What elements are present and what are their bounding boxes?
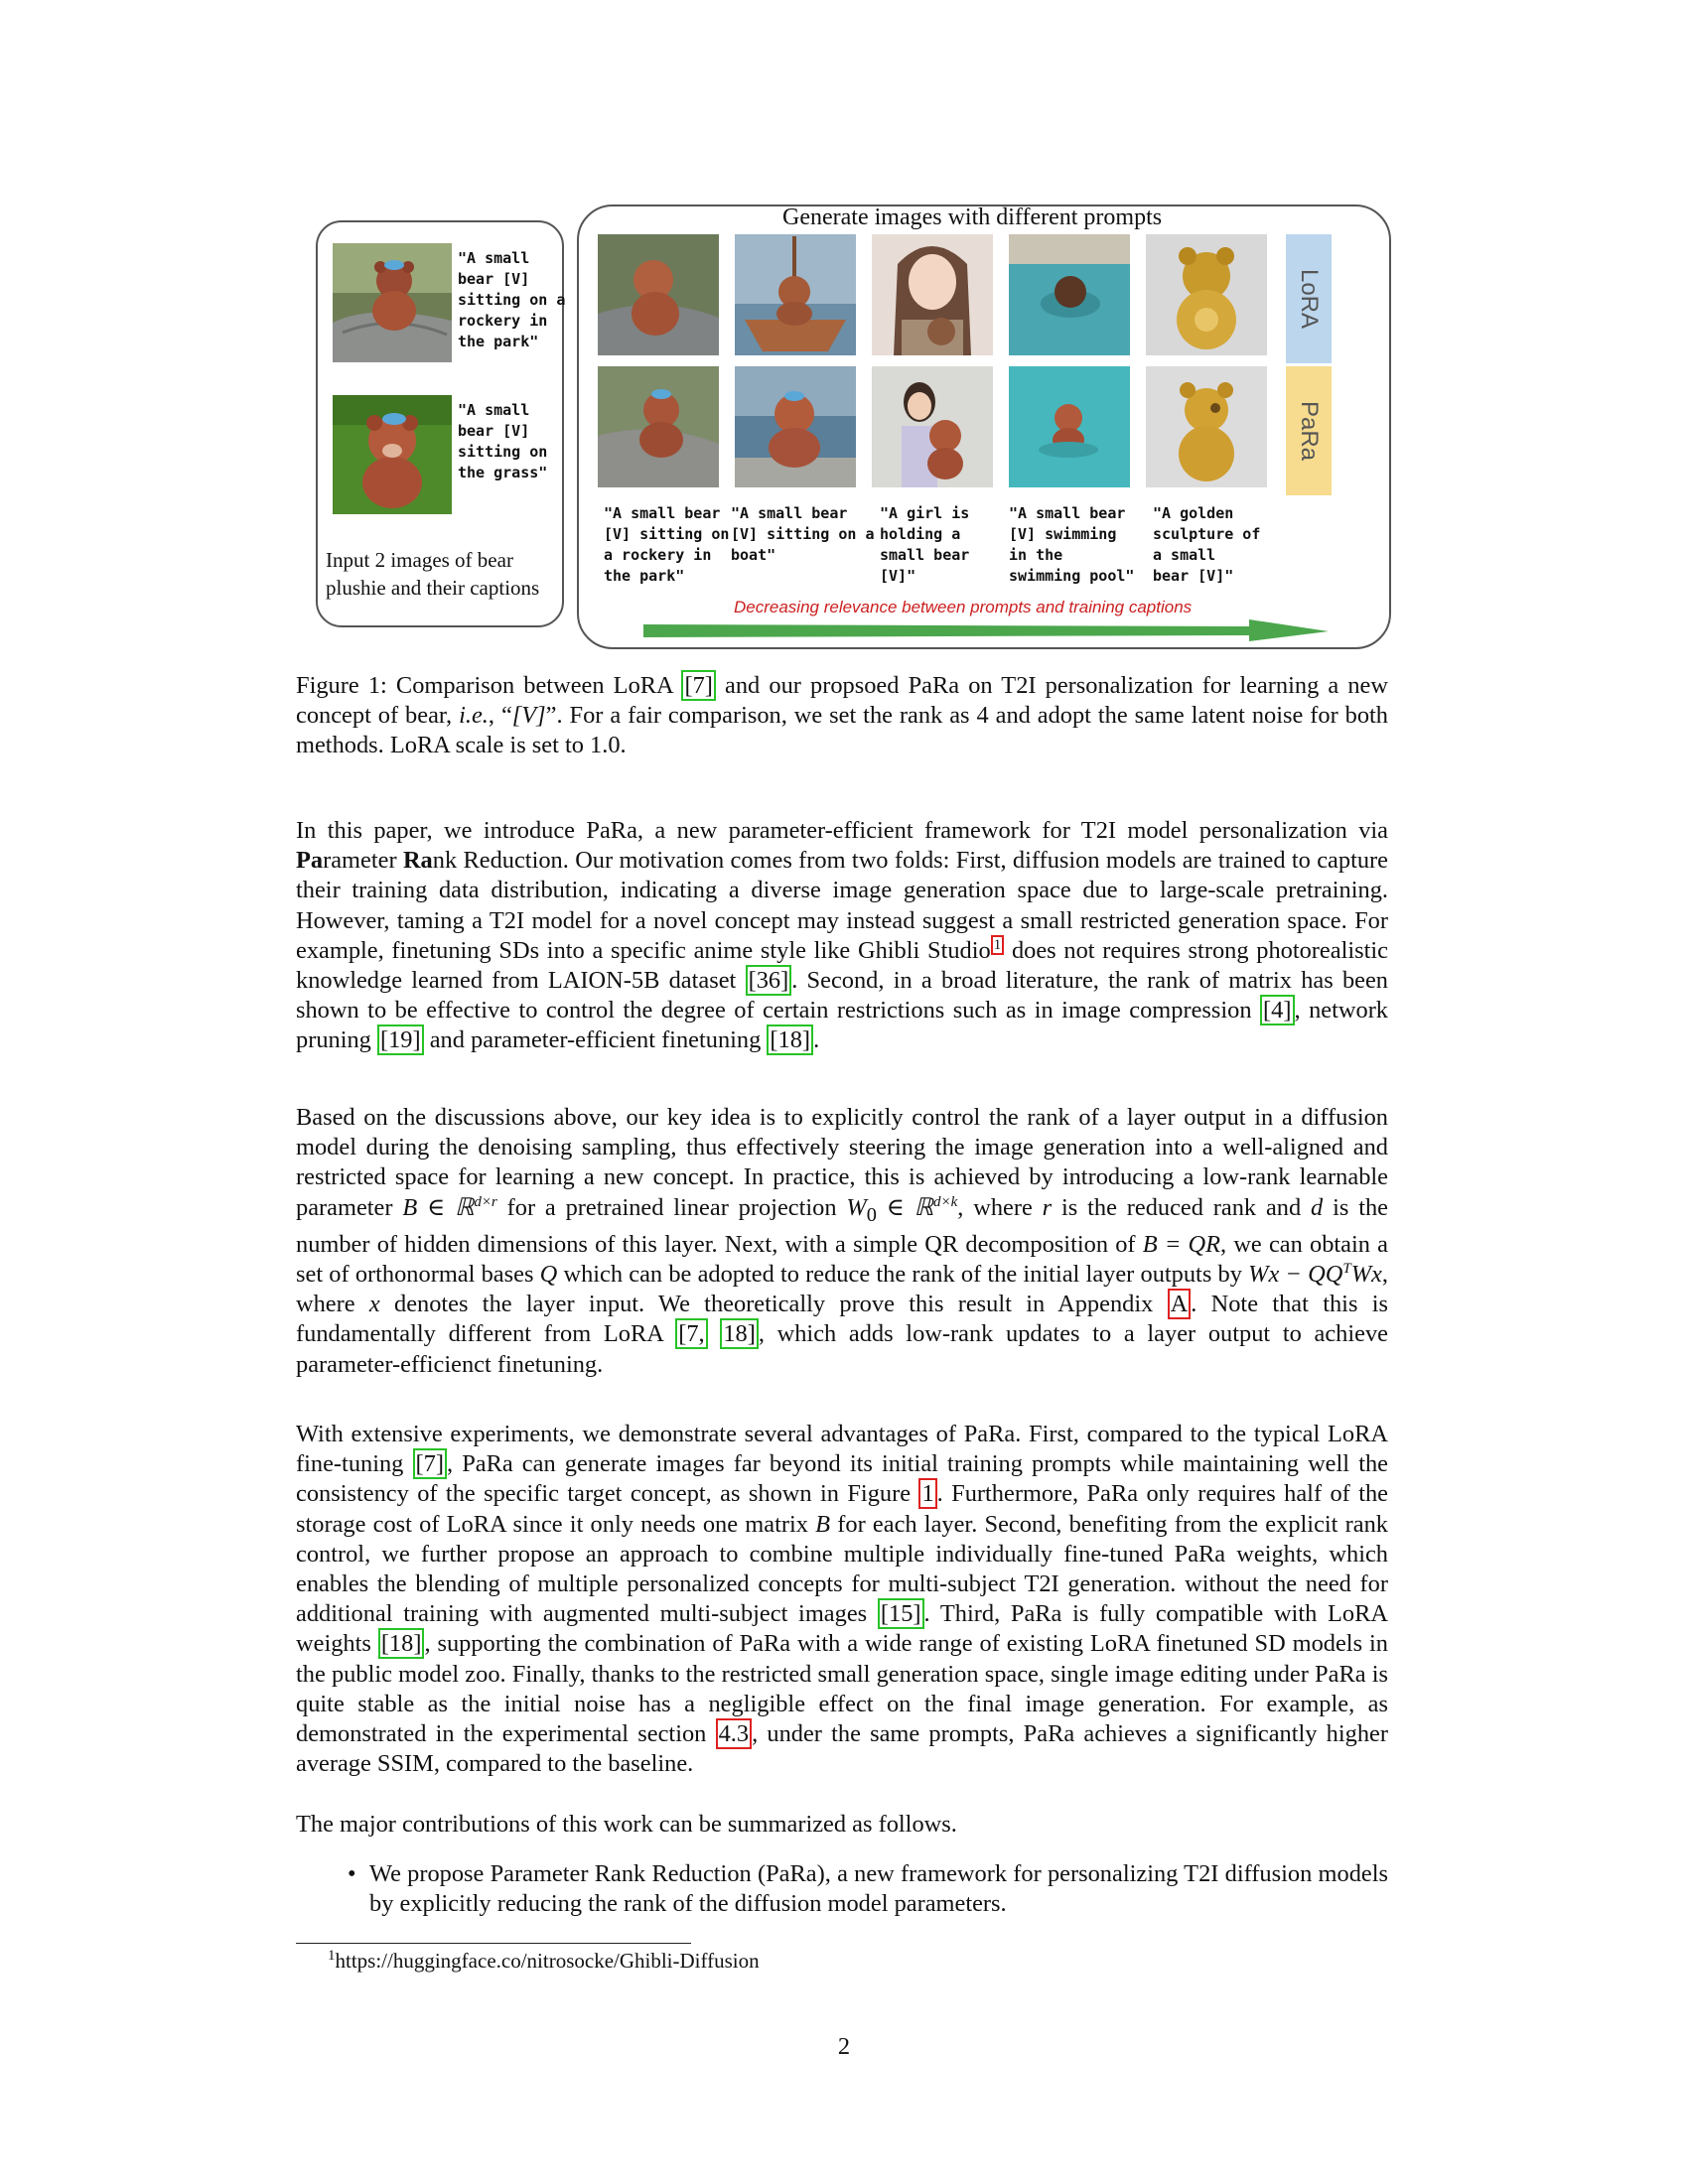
para-image-boat [735, 366, 856, 487]
para-tag [1286, 366, 1332, 495]
input-caption-1: "A small bear [V] sitting on a rockery in the park" [458, 249, 566, 350]
input-caption-2: "A small bear [V] sitting on the grass" [458, 401, 548, 481]
prompt-3: "A girl is holding a small bear [V]" [880, 504, 970, 585]
input-image-grass [333, 395, 452, 514]
figure-caption: Figure 1: Comparison between LoRA [7] and our propsoed PaRa on T2I personalization for learning a new concept of bear, i.e., “[V]”. For a fair comparison, we set the rank as 4 and adopt the same latent noise for both methods. LoRA scale is set to 1.0. [296, 672, 1389, 759]
relevance-label: Decreasing relevance between prompts and training captions [734, 598, 1193, 616]
paragraph-contributions-intro: The major contributions of this work can be summarized as follows. [296, 1811, 957, 1838]
lora-image-pool [1009, 234, 1130, 355]
section-link[interactable]: 4.3 [716, 1718, 753, 1749]
footnote-url[interactable]: https://huggingface.co/nitrosocke/Ghibli-Diffusion [335, 1949, 760, 1973]
contribution-bullet [348, 1859, 1388, 1919]
citation-link[interactable]: [18] [378, 1628, 425, 1659]
para-image-girl [872, 366, 993, 487]
citation-link[interactable]: 18] [720, 1318, 759, 1349]
para-tag-label: PaRa [1296, 400, 1324, 462]
prompt-2: "A small bear [V] sitting on a boat" [731, 504, 875, 564]
paragraph-key-idea: Based on the discussions above, our key idea is to explicitly control the rank of a layer output in a diffusion model during the denoising sampling, thus effectively steering the image generation into a well-aligned and restricted space for learning a new concept. In practice, this is achieved by introducing a low-rank learnable parameter B ∈ ℝ$^{d\times r}$ for a pretrained linear projection $W_0$ ∈ ℝ$^{d\times k}$, where r is the reduced rank and d is the number of hidden dimensions of this layer. Next, with a simple QR decomposition of B = QR, we can obtain a set of orthonormal bases Q which can be adopted to reduce the rank of the initial layer outputs by $Wx - QQ^TWx$, where x denotes the layer input. We theoretically prove this result in Appendix A . Note that this is fundamentally different from LoRA [7, 18] , which adds low-rank updates to a layer output to achieve parameter-efficienct finetuning. [296, 1104, 1388, 1378]
prompt-4: "A small bear [V] swimming in the swimming pool" [1009, 504, 1135, 585]
input-label: Input 2 images of bear plushie and their captions [326, 548, 540, 600]
bullet-icon: • [348, 1860, 356, 1887]
figure-1 [316, 197, 1394, 655]
contribution-text: We propose Parameter Rank Reduction (PaRa), a new framework for personalizing T2I diffusion models by explicitly reducing the rank of the diffusion model parameters. [369, 1860, 1388, 1918]
footnote-link[interactable]: 1 [991, 935, 1005, 955]
prompt-1: "A small bear [V] sitting on a rockery in the park" [604, 504, 730, 585]
citation-link[interactable]: [4] [1260, 995, 1294, 1025]
relevance-arrow-icon [643, 617, 1329, 643]
citation-link[interactable]: [7, [675, 1318, 707, 1349]
paragraph-intro: In this paper, we introduce PaRa, a new parameter-efficient framework for T2I model personalization via Parameter Rank Reduction. Our motivation comes from two folds: First, diffusion models are trained to capture their training data distribution, indicating a diverse image generation space due to large-scale pretraining. However, taming a T2I model for a novel concept may instead suggest a small restricted generation space. For example, finetuning SDs into a specific anime style like Ghibli Studio $^1$ does not requires strong photorealistic knowledge learned from LAION-5B dataset [36] . Second, in a broad literature, the rank of matrix has been shown to be effective to control the degree of certain restrictions such as in image compression [4] , network pruning [19] and parameter-efficient finetuning [18] . [296, 817, 1389, 1054]
lora-image-boat [735, 234, 856, 355]
lora-image-rockery [598, 234, 719, 355]
figure-link[interactable]: 1 [918, 1478, 936, 1509]
para-image-rockery [598, 366, 719, 487]
citation-link[interactable]: [7] [413, 1448, 447, 1479]
lora-tag [1286, 234, 1332, 363]
lora-image-girl [872, 234, 993, 355]
citation-link[interactable]: [7] [681, 670, 715, 701]
figure-title: Generate images with different prompts [782, 205, 1163, 230]
lora-image-golden [1146, 234, 1267, 355]
footnote-divider [296, 1943, 691, 1944]
lora-tag-label: LoRA [1296, 268, 1324, 330]
page-number: 2 [837, 2033, 851, 2060]
prompt-5: "A golden sculpture of a small bear [V]" [1153, 504, 1261, 585]
para-image-pool [1009, 366, 1130, 487]
footnote: $^1$https://huggingface.co/nitrosocke/Ghibli-Diffusion [328, 1948, 760, 1973]
citation-link[interactable]: [36] [746, 965, 792, 996]
citation-link[interactable]: [19] [377, 1024, 424, 1055]
citation-link[interactable]: [15] [878, 1598, 924, 1629]
paragraph-advantages: With extensive experiments, we demonstrate several advantages of PaRa. First, compared to the typical LoRA fine-tuning [7] , PaRa can generate images far beyond its initial training prompts while maintaining well the consistency of the specific target concept, as shown in Figure 1 . Furthermore, PaRa only requires half of the storage cost of LoRA since it only needs one matrix B for each layer. Second, benefiting from the explicit rank control, we further propose an approach to combine multiple individually fine-tuned PaRa weights, which enables the blending of multiple personalized concepts for multi-subject T2I generation. without the need for additional training with augmented multi-subject images [15] . Third, PaRa is fully compatible with LoRA weights [18] , supporting the combination of PaRa with a wide range of existing LoRA finetuned SD models in the public model zoo. Finally, thanks to the restricted small generation space, single image editing under PaRa is quite stable as the initial noise has a negligible effect on the final image generation. For example, as demonstrated in the experimental section 4.3 , under the same prompts, PaRa achieves a significantly higher average SSIM, compared to the baseline. [296, 1421, 1389, 1778]
appendix-link[interactable]: A [1168, 1289, 1192, 1319]
input-image-rockery [333, 243, 452, 362]
citation-link[interactable]: [18] [767, 1024, 813, 1055]
para-image-golden [1146, 366, 1267, 487]
